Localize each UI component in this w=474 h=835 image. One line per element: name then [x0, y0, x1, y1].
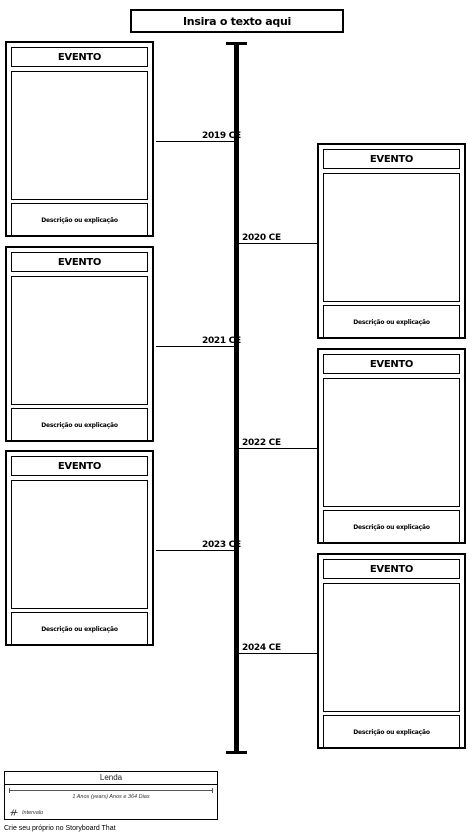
timeline-axis-bottom-cap [226, 751, 247, 754]
timeline-axis [234, 43, 239, 753]
event-description[interactable]: Descrição ou explicação [323, 305, 460, 339]
event-card[interactable] [5, 450, 154, 646]
timeline-title[interactable]: Insira o texto aqui [130, 9, 344, 33]
event-connector [156, 141, 236, 142]
event-heading[interactable]: EVENTO [323, 559, 460, 579]
legend-interval [10, 809, 43, 816]
event-card[interactable] [317, 348, 466, 544]
event-card[interactable] [5, 246, 154, 442]
event-description[interactable]: Descrição ou explicação [11, 612, 148, 646]
legend-box [4, 771, 218, 820]
event-connector [236, 653, 318, 654]
event-year-label: 2024 CE [242, 643, 281, 653]
event-heading[interactable]: EVENTO [11, 47, 148, 67]
event-heading[interactable]: EVENTO [11, 252, 148, 272]
event-image-area[interactable] [323, 173, 460, 302]
event-description[interactable]: Descrição ou explicação [11, 203, 148, 237]
event-image-area[interactable] [11, 276, 148, 405]
timeline-axis-top-cap [226, 42, 247, 45]
event-year-label: 2022 CE [242, 438, 281, 448]
event-year-label: 2021 CE [202, 336, 241, 346]
event-description[interactable]: Descrição ou explicação [323, 510, 460, 544]
event-description[interactable]: Descrição ou explicação [11, 408, 148, 442]
interval-break-icon [10, 809, 18, 816]
event-card[interactable] [317, 553, 466, 749]
legend-interval-label: Intervalo [22, 809, 44, 816]
event-year-label: 2020 CE [242, 233, 281, 243]
event-card[interactable] [317, 143, 466, 339]
footer-link[interactable]: Crie seu próprio no Storyboard That [4, 825, 116, 832]
legend-title: Lenda [99, 773, 123, 782]
event-image-area[interactable] [323, 378, 460, 507]
event-connector [236, 448, 318, 449]
event-year-label: 2019 CE [202, 131, 241, 141]
event-heading[interactable]: EVENTO [11, 456, 148, 476]
event-image-area[interactable] [323, 583, 460, 712]
event-heading[interactable]: EVENTO [323, 149, 460, 169]
legend-scale-bar [9, 790, 213, 791]
event-connector [236, 243, 318, 244]
event-connector [156, 346, 236, 347]
event-year-label: 2023 CE [202, 540, 241, 550]
event-description[interactable]: Descrição ou explicação [323, 715, 460, 749]
legend-divider [5, 784, 217, 785]
event-connector [156, 550, 236, 551]
event-image-area[interactable] [11, 480, 148, 609]
event-card[interactable] [5, 41, 154, 237]
event-image-area[interactable] [11, 71, 148, 200]
legend-scale-text: 1 Anos (years) Anos e 364 Dias [72, 794, 150, 800]
event-heading[interactable]: EVENTO [323, 354, 460, 374]
